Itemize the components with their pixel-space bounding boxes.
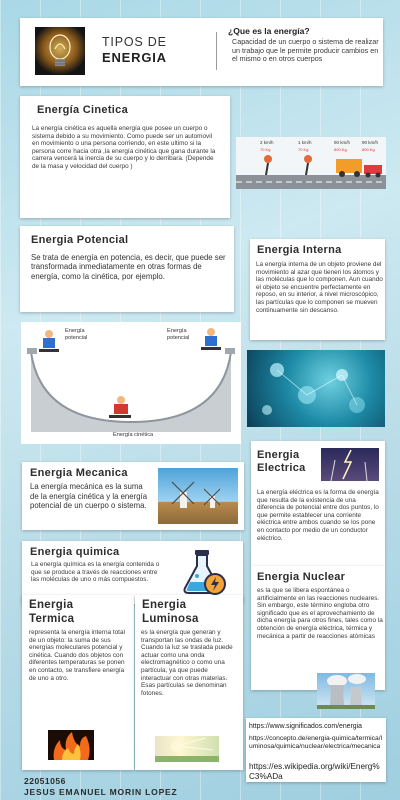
potencial-card xyxy=(20,226,234,312)
electrica-title xyxy=(257,449,306,475)
mecanica-text: La energía mecánica es la suma de la energía cinética y la energía potencial de un cuerpo o sistema. xyxy=(30,482,148,511)
label-potencial-left: Energía potencial xyxy=(65,328,88,341)
interna-card xyxy=(250,239,385,340)
electrica-title-line1: Energia xyxy=(257,449,300,461)
student-id: 22051056 xyxy=(24,776,66,786)
label-potencial-right: Energía potencial xyxy=(167,328,190,341)
termica-title-line1: Energia xyxy=(29,599,74,611)
lightning-image xyxy=(321,448,379,481)
quimica-title: Energia quimica xyxy=(30,546,120,558)
source-link-significados[interactable]: https://www.significados.com/energia xyxy=(249,723,362,730)
mass-label-1: 70 Kg xyxy=(260,147,271,152)
cinetica-image xyxy=(236,137,386,189)
electrica-text: La energía eléctrica es la forma de energía que resulta de la existencia de una diferencia de potencial entre dos puntos, lo que permite establecer una corriente eléctrica entre ambos cuando se los pone en contacto por medio de un conductor eléctrico. xyxy=(257,489,379,542)
speed-label-1: 2 km/h xyxy=(260,140,274,145)
windmills-image xyxy=(158,468,238,524)
page-title-line1: TIPOS DE xyxy=(102,35,167,49)
luminosa-card xyxy=(135,595,243,770)
flask-icon xyxy=(177,546,229,598)
potencial-text: Se trata de energía en potencia, es decir, que puede ser transformada inmediatamente en otras formas de energía, como la cinética, por ejemplo. xyxy=(31,253,226,281)
luminosa-title-line1: Energia xyxy=(142,599,187,611)
source-link-wikipedia[interactable]: https://es.wikipedia.org/wiki/Energ%C3%ADa xyxy=(249,762,380,781)
mass-label-4: 800 Kg xyxy=(362,147,375,152)
skate-halfpipe-image xyxy=(21,322,241,444)
fire-image xyxy=(48,730,94,760)
mass-label-2: 70 Kg xyxy=(298,147,309,152)
header-card xyxy=(20,18,383,86)
light-bulb-image xyxy=(35,27,85,75)
sunlight-image xyxy=(155,736,219,762)
cinetica-card xyxy=(20,96,230,218)
mass-label-3: 800 Kg xyxy=(334,147,347,152)
source-link-concepto[interactable]: https://concepto.de/energia-quimica/termica/luminosa/quimica/nuclear/electrica/mecanica xyxy=(249,735,383,751)
termica-title-line2: Termica xyxy=(29,612,75,625)
cinetica-title: Energía Cinetica xyxy=(37,104,128,116)
termica-text: representa la energía interna total de un objeto: la suma de sus energías moleculares potencial y cinética. Cuando dos objetos con diferentes temperaturas se ponen en contacto, se transfiere energía de uno a otro. xyxy=(29,629,125,682)
question-heading: ¿Que es la energía? xyxy=(228,26,310,36)
luminosa-text: es la energía que generan y transportan las ondas de luz. Cuando la luz se traslada puede actuar como una onda electromagnético o como una partícula, ya que puede interactuar con otras materias. Esas partículas se denominan fotones. xyxy=(141,629,233,697)
interna-text: La energía interna de un objeto proviene del movimiento al azar que tienen los átomos y las moléculas que lo componen. Aun cuando el objeto se encuentre perfectamente en reposo, en su interior, a nivel microscópico, las partículas que lo componen se mueven continuamente sin descanso. xyxy=(256,261,383,314)
question-answer: Capacidad de un cuerpo o sistema de realizar un trabajo que le permite producir cambios en el mismo o en otros cuerpos xyxy=(232,37,379,64)
sources-card xyxy=(246,718,386,782)
potencial-title: Energia Potencial xyxy=(31,234,129,246)
label-cinetica-bottom: Energía cinética xyxy=(113,432,154,438)
nuclear-plant-image xyxy=(317,673,375,709)
speed-label-4: 90 km/h xyxy=(362,140,379,145)
mecanica-card xyxy=(22,462,244,530)
quimica-text: La energía química es la energía contenida o que se produce a través de reacciones entre las moléculas de uno o más compuestos. xyxy=(31,561,160,584)
nuclear-text: es la que se libera espontánea o artificialmente en las reacciones nucleares. Sin embargo, este término engloba otro significado que es el aprovechamiento de dicha energía para otros fines, tales como la obtención de energía eléctrica, térmica y mecánica a partir de reacciones atómicas xyxy=(257,587,383,640)
electrica-card xyxy=(251,441,385,566)
speed-label-3: 90 km/h xyxy=(334,140,351,145)
header-divider xyxy=(216,32,217,70)
molecules-image xyxy=(247,350,385,427)
termica-card xyxy=(22,595,134,770)
speed-label-2: 1 km/h xyxy=(298,140,312,145)
interna-title: Energia Interna xyxy=(257,244,342,256)
student-name: JESUS EMANUEL MORIN LOPEZ xyxy=(24,787,178,797)
page-title xyxy=(102,35,167,65)
cinetica-text: La energía cinética es aquella energía que posee un cuerpo o sistema debido a su movimiento. Como puede ser un automovil en movimiento o una persona corriendo, en este ultimo si la persona corre hacia otra ,la energía cinética que gana durante la carrera vencerá la inercia de su cuerpo y lo derribara. (Depende de la masa y velocidad del cuerpo ) xyxy=(32,125,216,170)
luminosa-title xyxy=(142,599,199,626)
luminosa-title-line2: Luminosa xyxy=(142,612,199,625)
termica-title xyxy=(29,599,74,626)
electrica-title-line2: Electrica xyxy=(257,462,306,474)
mecanica-title: Energia Mecanica xyxy=(30,467,128,479)
nuclear-card xyxy=(251,566,385,690)
nuclear-title: Energia Nuclear xyxy=(257,571,346,583)
page-title-line2: ENERGIA xyxy=(102,50,167,65)
